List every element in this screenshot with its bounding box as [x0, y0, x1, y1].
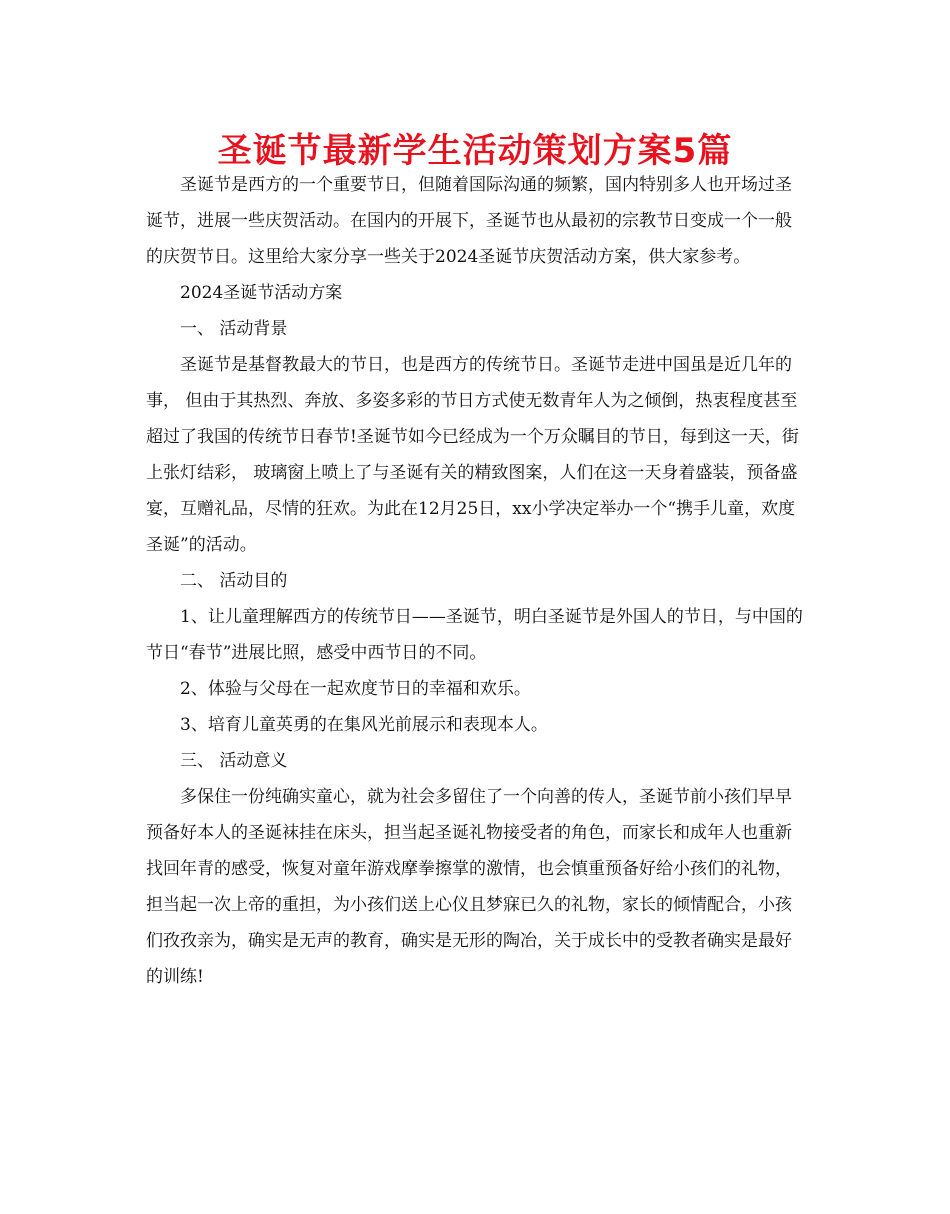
paragraph-purpose-3: 3、培育儿童英勇的在集风光前展示和表现本人。 — [180, 715, 548, 735]
document-title: 圣诞节最新学生活动策划方案5篇 — [217, 131, 733, 171]
section-heading-background: 一、 活动背景 — [180, 319, 288, 339]
paragraph-plan-heading: 2024圣诞节活动方案 — [180, 283, 343, 303]
paragraph-background: 圣诞节是基督教最大的节日，也是西方的传统节日。圣诞节走进中国虽是近几年的事， 但由于其热烈、奔放、多姿多彩的节日方式使无数青年人为之倾倒，热衷程度甚至超过了我国的传统节日春节!圣诞节如今已经成为一个万众瞩目的节日，每到这一天，街上张灯结彩， 玻璃窗上喷上了与圣诞有关的精致图案，人们在这一天身着盛装，预备盛宴，互赠礼品，尽情的狂欢。为此在12月25日，xx小学决定举办一个“携手儿童，欢度圣诞”的活动。 — [146, 355, 799, 555]
paragraph-purpose-1: 1、让儿童理解西方的传统节日——圣诞节，明白圣诞节是外国人的节日，与中国的节日“春节”进展比照，感受中西节日的不同。 — [146, 607, 803, 663]
paragraph-intro: 圣诞节是西方的一个重要节日，但随着国际沟通的频繁，国内特别多人也开场过圣诞节，进展一些庆贺活动。在国内的开展下，圣诞节也从最初的宗教节日变成一个一般的庆贺节日。这里给大家分享一些关于2024圣诞节庆贺活动方案，供大家参考。 — [146, 175, 792, 267]
section-heading-significance: 三、 活动意义 — [180, 751, 288, 771]
section-heading-purpose: 二、 活动目的 — [180, 571, 288, 591]
document-body — [146, 167, 806, 995]
paragraph-purpose-2: 2、体验与父母在一起欢度节日的幸福和欢乐。 — [180, 679, 531, 699]
paragraph-significance: 多保住一份纯确实童心，就为社会多留住了一个向善的传人，圣诞节前小孩们早早预备好本人的圣诞袜挂在床头，担当起圣诞礼物接受者的角色，而家长和成年人也重新找回年青的感受，恢复对童年游戏摩拳擦掌的激情，也会慎重预备好给小孩们的礼物，担当起一次上帝的重担，为小孩们送上心仪且梦寐已久的礼物，家长的倾情配合，小孩们孜孜亲为，确实是无声的教育，确实是无形的陶冶，关于成长中的受教者确实是最好的训练! — [146, 787, 792, 987]
